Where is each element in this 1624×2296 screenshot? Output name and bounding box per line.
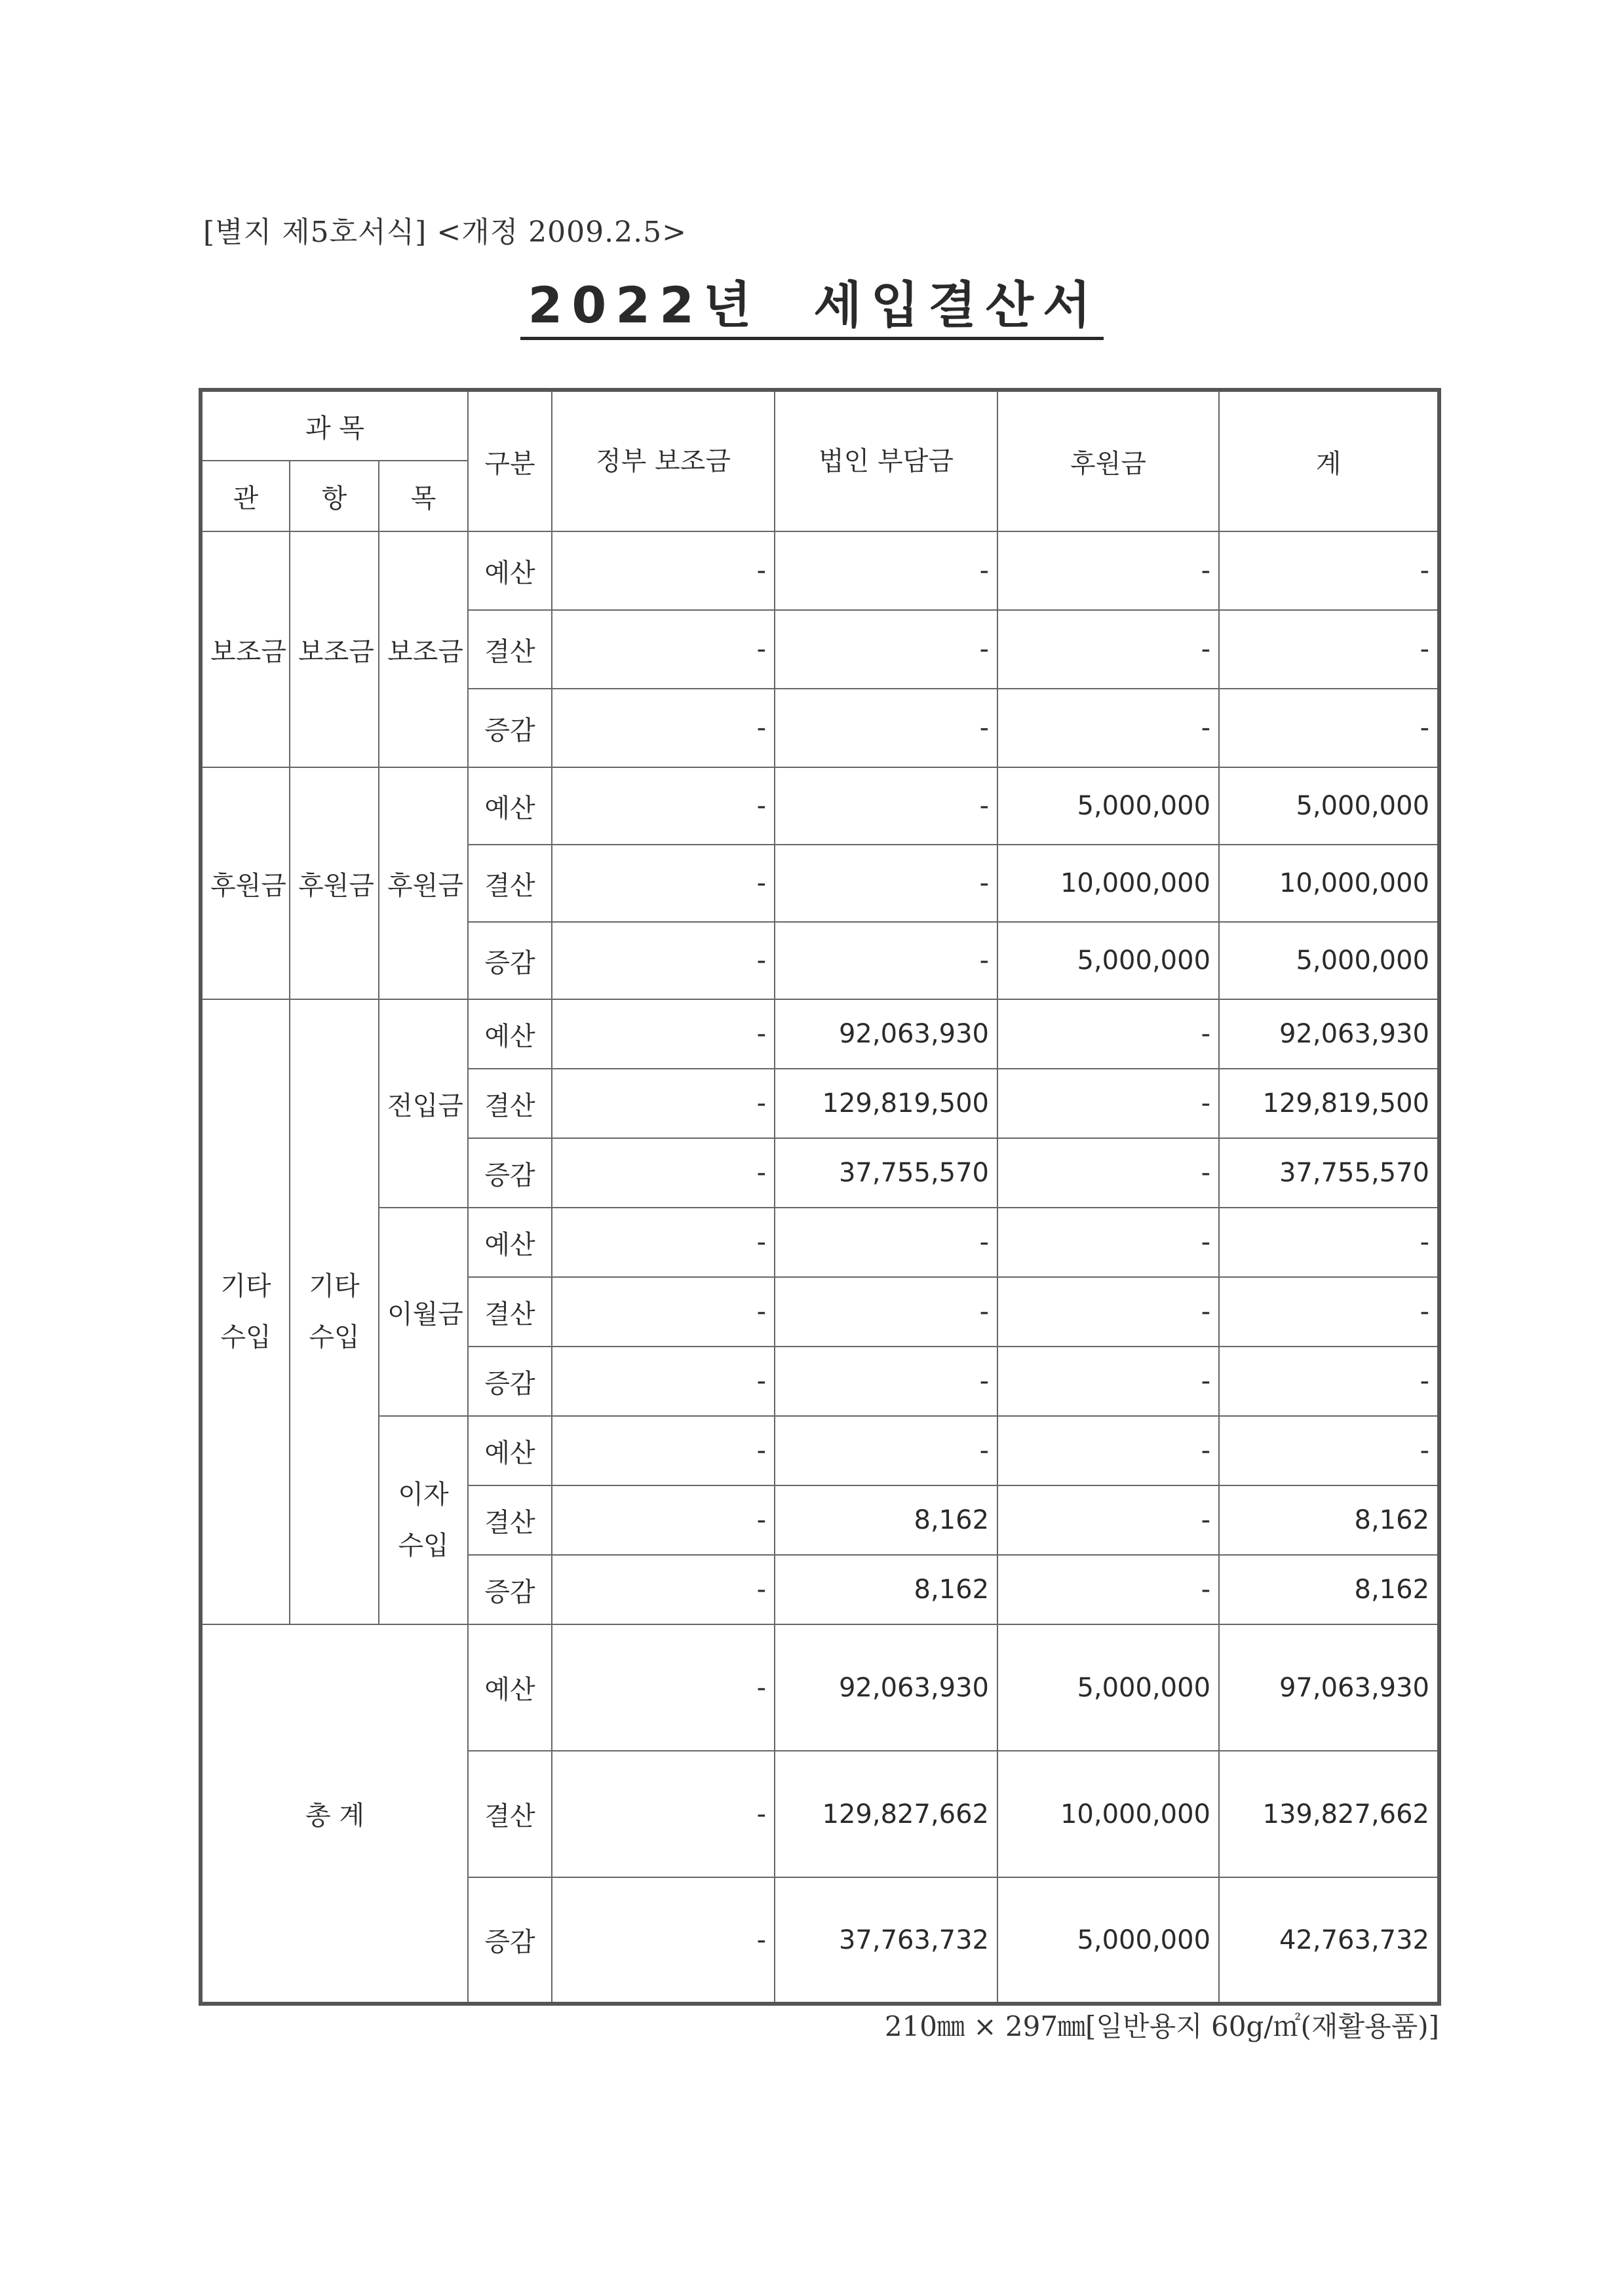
total-cell: 42,763,732	[1219, 1877, 1439, 2004]
total-cell: 92,063,930	[1219, 999, 1439, 1069]
gubun-cell: 결산	[468, 1751, 552, 1877]
header-corp-burden: 법인 부담금	[775, 390, 997, 531]
total-cell: -	[1219, 689, 1439, 767]
document-title-text: 2022년 세입결산서	[520, 276, 1104, 340]
hang-cell: 보조금	[290, 531, 379, 767]
corp-cell: 8,162	[775, 1485, 997, 1555]
donation-cell: -	[997, 1485, 1219, 1555]
total-cell: -	[1219, 1277, 1439, 1347]
total-cell: 97,063,930	[1219, 1624, 1439, 1751]
table-row	[201, 999, 1439, 1069]
total-cell: 8,162	[1219, 1555, 1439, 1624]
table-row	[201, 767, 1439, 845]
corp-cell: -	[775, 1347, 997, 1416]
total-cell: 5,000,000	[1219, 922, 1439, 999]
grand-total-label: 총 계	[201, 1624, 468, 2004]
gov-cell: -	[552, 689, 775, 767]
gwan-cell: 기타 수입	[201, 999, 290, 1624]
donation-cell: -	[997, 1138, 1219, 1208]
gov-cell: -	[552, 845, 775, 922]
gubun-cell: 예산	[468, 1624, 552, 1751]
gubun-cell: 증감	[468, 1347, 552, 1416]
gubun-cell: 결산	[468, 845, 552, 922]
table-row	[201, 1416, 1439, 1485]
total-cell: 129,819,500	[1219, 1069, 1439, 1138]
corp-cell: -	[775, 1277, 997, 1347]
header-donation: 후원금	[997, 390, 1219, 531]
total-cell: 8,162	[1219, 1485, 1439, 1555]
gubun-cell: 증감	[468, 1555, 552, 1624]
donation-cell: -	[997, 531, 1219, 610]
gov-cell: -	[552, 1416, 775, 1485]
donation-cell: -	[997, 689, 1219, 767]
gov-cell: -	[552, 531, 775, 610]
header-gwamok: 과 목	[201, 390, 468, 461]
table-row	[201, 531, 1439, 610]
gov-cell: -	[552, 1277, 775, 1347]
gov-cell: -	[552, 1751, 775, 1877]
donation-cell: 5,000,000	[997, 767, 1219, 845]
gov-cell: -	[552, 1347, 775, 1416]
donation-cell: -	[997, 1069, 1219, 1138]
gubun-cell: 예산	[468, 1416, 552, 1485]
gwan-cell: 후원금	[201, 767, 290, 999]
gubun-cell: 결산	[468, 1485, 552, 1555]
gov-cell: -	[552, 922, 775, 999]
donation-cell: 5,000,000	[997, 922, 1219, 999]
corp-cell: -	[775, 610, 997, 689]
gubun-cell: 증감	[468, 1877, 552, 2004]
table-row	[201, 1624, 1439, 1751]
gov-cell: -	[552, 1555, 775, 1624]
header-total: 계	[1219, 390, 1439, 531]
total-cell: -	[1219, 531, 1439, 610]
paper-spec-footnote: 210㎜ × 297㎜[일반용지 60g/㎡(재활용품)]	[884, 2010, 1439, 2042]
total-cell: 5,000,000	[1219, 767, 1439, 845]
mok-cell: 보조금	[379, 531, 468, 767]
header-gubun: 구분	[468, 390, 552, 531]
header-mok: 목	[379, 461, 468, 531]
total-cell: -	[1219, 610, 1439, 689]
total-cell: 139,827,662	[1219, 1751, 1439, 1877]
mok-cell: 전입금	[379, 999, 468, 1208]
document-title	[0, 265, 1624, 337]
header-hang: 항	[290, 461, 379, 531]
gov-cell: -	[552, 999, 775, 1069]
gov-cell: -	[552, 1877, 775, 2004]
gov-cell: -	[552, 767, 775, 845]
mok-cell: 이자 수입	[379, 1416, 468, 1624]
corp-cell: -	[775, 767, 997, 845]
gubun-cell: 예산	[468, 531, 552, 610]
gubun-cell: 결산	[468, 1069, 552, 1138]
header-gov-subsidy: 정부 보조금	[552, 390, 775, 531]
gubun-cell: 예산	[468, 999, 552, 1069]
mok-cell: 이월금	[379, 1208, 468, 1416]
donation-cell: 5,000,000	[997, 1877, 1219, 2004]
donation-cell: -	[997, 999, 1219, 1069]
donation-cell: -	[997, 1555, 1219, 1624]
corp-cell: 129,827,662	[775, 1751, 997, 1877]
gov-cell: -	[552, 1485, 775, 1555]
gubun-cell: 예산	[468, 767, 552, 845]
donation-cell: -	[997, 610, 1219, 689]
corp-cell: -	[775, 922, 997, 999]
table-row	[201, 1208, 1439, 1277]
total-cell: 37,755,570	[1219, 1138, 1439, 1208]
corp-cell: -	[775, 845, 997, 922]
gubun-cell: 결산	[468, 1277, 552, 1347]
corp-cell: 92,063,930	[775, 1624, 997, 1751]
revenue-settlement-table	[199, 388, 1441, 2006]
donation-cell: 10,000,000	[997, 845, 1219, 922]
total-cell: -	[1219, 1347, 1439, 1416]
gwan-cell: 보조금	[201, 531, 290, 767]
corp-cell: 37,763,732	[775, 1877, 997, 2004]
gubun-cell: 예산	[468, 1208, 552, 1277]
gubun-cell: 증감	[468, 922, 552, 999]
hang-cell: 기타 수입	[290, 999, 379, 1624]
gov-cell: -	[552, 610, 775, 689]
total-cell: -	[1219, 1208, 1439, 1277]
header-gwan: 관	[201, 461, 290, 531]
total-cell: -	[1219, 1416, 1439, 1485]
donation-cell: -	[997, 1208, 1219, 1277]
donation-cell: -	[997, 1277, 1219, 1347]
gov-cell: -	[552, 1069, 775, 1138]
gubun-cell: 증감	[468, 1138, 552, 1208]
corp-cell: 37,755,570	[775, 1138, 997, 1208]
corp-cell: -	[775, 1208, 997, 1277]
corp-cell: -	[775, 689, 997, 767]
corp-cell: 8,162	[775, 1555, 997, 1624]
corp-cell: 92,063,930	[775, 999, 997, 1069]
gubun-cell: 증감	[468, 689, 552, 767]
gubun-cell: 결산	[468, 610, 552, 689]
donation-cell: -	[997, 1347, 1219, 1416]
corp-cell: 129,819,500	[775, 1069, 997, 1138]
corp-cell: -	[775, 531, 997, 610]
donation-cell: -	[997, 1416, 1219, 1485]
donation-cell: 5,000,000	[997, 1624, 1219, 1751]
gov-cell: -	[552, 1208, 775, 1277]
mok-cell: 후원금	[379, 767, 468, 999]
corp-cell: -	[775, 1416, 997, 1485]
gov-cell: -	[552, 1138, 775, 1208]
form-label: [별지 제5호서식] <개정 2009.2.5>	[203, 216, 687, 249]
total-cell: 10,000,000	[1219, 845, 1439, 922]
donation-cell: 10,000,000	[997, 1751, 1219, 1877]
gov-cell: -	[552, 1624, 775, 1751]
hang-cell: 후원금	[290, 767, 379, 999]
